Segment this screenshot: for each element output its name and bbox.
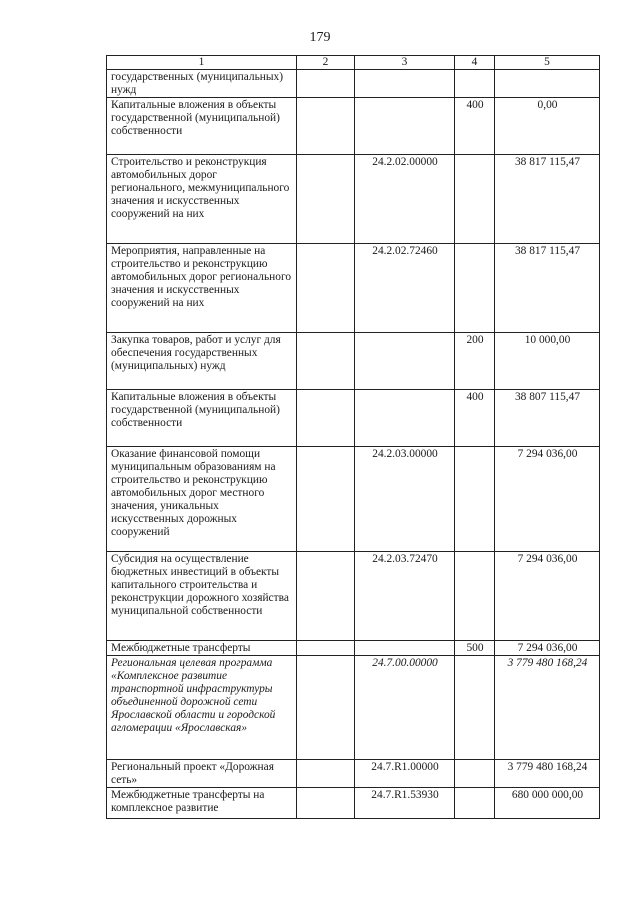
row-name-cell: Капитальные вложения в объекты государственной (муниципальной) собственности xyxy=(107,98,297,155)
row-amount-cell: 38 817 115,47 xyxy=(495,244,600,333)
table-row xyxy=(107,155,600,244)
row-kind-cell: 500 xyxy=(455,641,495,656)
row-col2-cell xyxy=(297,788,355,819)
column-header-2: 2 xyxy=(297,56,355,70)
row-col2-cell xyxy=(297,447,355,552)
row-name-cell: Межбюджетные трансферты xyxy=(107,641,297,656)
row-name-cell: Субсидия на осуществление бюджетных инвестиций в объекты капитального строительства и реконструкции дорожного хозяйства муниципальной собственности xyxy=(107,552,297,641)
header-row xyxy=(107,56,600,70)
row-code-cell xyxy=(355,390,455,447)
row-name-cell: Мероприятия, направленные на строительство и реконструкцию автомобильных дорог регионального значения и искусственных сооружений на них xyxy=(107,244,297,333)
row-kind-cell xyxy=(455,244,495,333)
row-code-cell: 24.7.00.00000 xyxy=(355,656,455,760)
row-col2-cell xyxy=(297,552,355,641)
row-amount-cell: 0,00 xyxy=(495,98,600,155)
row-code-cell: 24.2.02.00000 xyxy=(355,155,455,244)
row-code-cell xyxy=(355,641,455,656)
row-amount-cell: 38 807 115,47 xyxy=(495,390,600,447)
table-row xyxy=(107,333,600,390)
row-kind-cell xyxy=(455,656,495,760)
row-amount-cell: 10 000,00 xyxy=(495,333,600,390)
row-code-cell xyxy=(355,98,455,155)
row-col2-cell xyxy=(297,244,355,333)
row-amount-cell: 680 000 000,00 xyxy=(495,788,600,819)
row-kind-cell xyxy=(455,155,495,244)
row-kind-cell: 400 xyxy=(455,390,495,447)
table-row xyxy=(107,244,600,333)
column-header-3: 3 xyxy=(355,56,455,70)
row-amount-cell: 3 779 480 168,24 xyxy=(495,760,600,788)
row-col2-cell xyxy=(297,333,355,390)
page-number: 179 xyxy=(309,30,331,45)
row-code-cell: 24.2.03.72470 xyxy=(355,552,455,641)
row-kind-cell xyxy=(455,788,495,819)
row-amount-cell: 38 817 115,47 xyxy=(495,155,600,244)
row-amount-cell: 3 779 480 168,24 xyxy=(495,656,600,760)
column-header-5: 5 xyxy=(495,56,600,70)
row-name-cell: Межбюджетные трансферты на комплексное развитие xyxy=(107,788,297,819)
row-kind-cell xyxy=(455,760,495,788)
row-name-cell: Региональная целевая программа «Комплексное развитие транспортной инфраструктуры объединенной дорожной сети Ярославской области и городской агломерации «Ярославская» xyxy=(107,656,297,760)
table-row xyxy=(107,788,600,819)
row-col2-cell xyxy=(297,641,355,656)
row-col2-cell xyxy=(297,155,355,244)
row-amount-cell: 7 294 036,00 xyxy=(495,552,600,641)
row-code-cell xyxy=(355,70,455,98)
table-row xyxy=(107,390,600,447)
row-code-cell: 24.7.R1.53930 xyxy=(355,788,455,819)
row-kind-cell xyxy=(455,447,495,552)
row-col2-cell xyxy=(297,98,355,155)
row-code-cell xyxy=(355,333,455,390)
row-name-cell: Закупка товаров, работ и услуг для обеспечения государственных (муниципальных) нужд xyxy=(107,333,297,390)
row-col2-cell xyxy=(297,760,355,788)
row-code-cell: 24.7.R1.00000 xyxy=(355,760,455,788)
table-row xyxy=(107,98,600,155)
row-name-cell: Строительство и реконструкция автомобильных дорог регионального, межмуниципального значения и искусственных сооружений на них xyxy=(107,155,297,244)
column-header-4: 4 xyxy=(455,56,495,70)
table-row xyxy=(107,447,600,552)
row-kind-cell xyxy=(455,552,495,641)
row-code-cell: 24.2.02.72460 xyxy=(355,244,455,333)
row-code-cell: 24.2.03.00000 xyxy=(355,447,455,552)
row-name-cell: Региональный проект «Дорожная сеть» xyxy=(107,760,297,788)
row-kind-cell xyxy=(455,70,495,98)
table-row xyxy=(107,641,600,656)
row-name-cell: государственных (муниципальных) нужд xyxy=(107,70,297,98)
row-col2-cell xyxy=(297,70,355,98)
row-amount-cell: 7 294 036,00 xyxy=(495,447,600,552)
row-kind-cell: 400 xyxy=(455,98,495,155)
row-col2-cell xyxy=(297,656,355,760)
row-amount-cell xyxy=(495,70,600,98)
table-row xyxy=(107,70,600,98)
row-col2-cell xyxy=(297,390,355,447)
column-header-1: 1 xyxy=(107,56,297,70)
row-name-cell: Оказание финансовой помощи муниципальным образованиям на строительство и реконструкцию автомобильных дорог местного значения, уникальных искусственных дорожных сооружений xyxy=(107,447,297,552)
budget-table xyxy=(106,55,600,819)
table-row xyxy=(107,760,600,788)
table-row xyxy=(107,656,600,760)
row-kind-cell: 200 xyxy=(455,333,495,390)
row-amount-cell: 7 294 036,00 xyxy=(495,641,600,656)
row-name-cell: Капитальные вложения в объекты государственной (муниципальной) собственности xyxy=(107,390,297,447)
table-row xyxy=(107,552,600,641)
